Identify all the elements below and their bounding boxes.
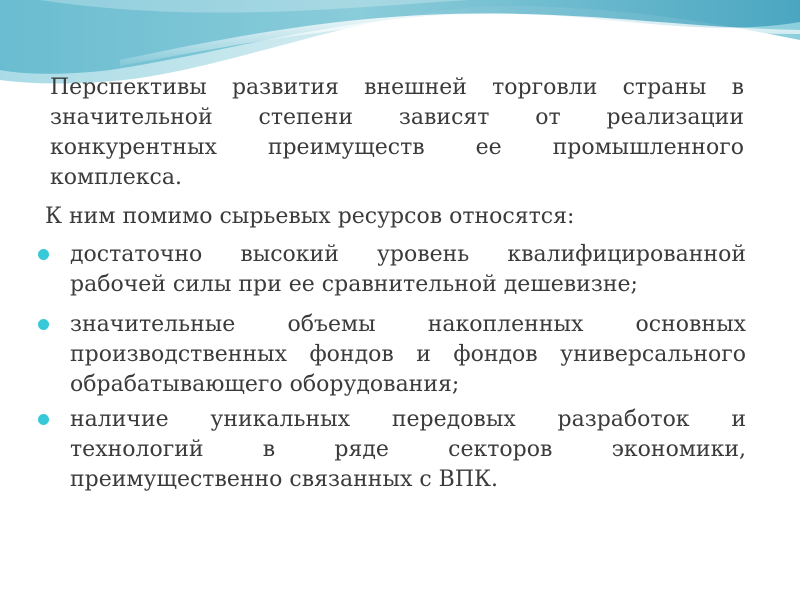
bullet-dot-icon bbox=[38, 414, 49, 425]
intro-paragraph: Перспективы развития внешней торговли страны в значительной степени зависят от реализации конкурентных преимуществ ее промышленного комплекса. bbox=[50, 75, 744, 190]
lead-sentence: К ним помимо сырьевых ресурсов относятся: bbox=[45, 204, 575, 229]
bullet-text: значительные объемы накопленных основных производственных фондов и фондов универсального обрабатывающего оборудования; bbox=[70, 312, 746, 397]
bullet-item-technologies bbox=[70, 405, 746, 495]
bullet-dot-icon bbox=[38, 319, 49, 330]
bullet-text: наличие уникальных передовых разработок и технологий в ряде секторов экономики, преимущественно связанных с ВПК. bbox=[70, 407, 746, 492]
bullet-item-funds bbox=[70, 310, 746, 400]
bullet-dot-icon bbox=[38, 249, 49, 260]
bullet-item-labor bbox=[70, 240, 746, 300]
bullet-text: достаточно высокий уровень квалифицированной рабочей силы при ее сравнительной дешевизне; bbox=[70, 242, 746, 297]
